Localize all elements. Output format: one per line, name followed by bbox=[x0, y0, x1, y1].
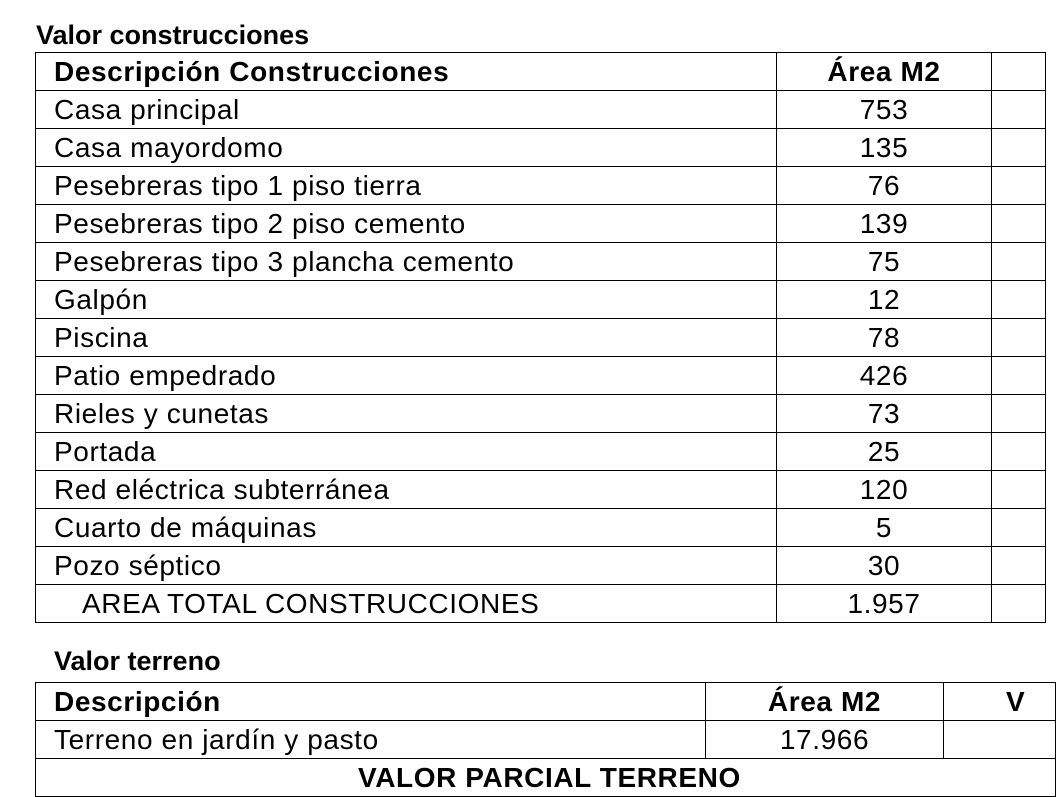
row-value-cell bbox=[992, 471, 1046, 509]
table-row bbox=[36, 129, 1046, 167]
row-area: 73 bbox=[777, 395, 992, 433]
row-description: Cuarto de máquinas bbox=[36, 509, 777, 547]
table-row bbox=[36, 243, 1046, 281]
row-area: 135 bbox=[777, 129, 992, 167]
row-area: 30 bbox=[777, 547, 992, 585]
header-value: V bbox=[944, 683, 1056, 721]
header-description: Descripción Construcciones bbox=[36, 53, 777, 91]
table-row bbox=[36, 395, 1046, 433]
row-description: Casa principal bbox=[36, 91, 777, 129]
terreno-rows bbox=[36, 721, 1056, 759]
total-label: AREA TOTAL CONSTRUCCIONES bbox=[36, 585, 777, 623]
row-value-cell bbox=[992, 509, 1046, 547]
row-description: Portada bbox=[36, 433, 777, 471]
table-row bbox=[36, 319, 1046, 357]
row-value-cell bbox=[992, 205, 1046, 243]
section-title-terreno: Valor terreno bbox=[54, 646, 221, 676]
table-row bbox=[36, 471, 1046, 509]
header-area: Área M2 bbox=[777, 53, 992, 91]
row-area: 76 bbox=[777, 167, 992, 205]
row-description: Pesebreras tipo 3 plancha cemento bbox=[36, 243, 777, 281]
row-value-cell bbox=[992, 281, 1046, 319]
table-row bbox=[36, 547, 1046, 585]
row-description: Pesebreras tipo 1 piso tierra bbox=[36, 167, 777, 205]
header-description: Descripción bbox=[36, 683, 706, 721]
row-area: 753 bbox=[777, 91, 992, 129]
table-row bbox=[36, 281, 1046, 319]
construcciones-table bbox=[35, 52, 1046, 623]
row-description: Casa mayordomo bbox=[36, 129, 777, 167]
row-value-cell bbox=[992, 547, 1046, 585]
row-value-cell bbox=[992, 91, 1046, 129]
row-area: 25 bbox=[777, 433, 992, 471]
row-description: Terreno en jardín y pasto bbox=[36, 721, 706, 759]
terreno-table bbox=[35, 682, 1056, 797]
row-area: 78 bbox=[777, 319, 992, 357]
total-area: 1.957 bbox=[777, 585, 992, 623]
row-value-cell bbox=[992, 129, 1046, 167]
row-value-cell bbox=[944, 721, 1056, 759]
section-title-construcciones: Valor construcciones bbox=[36, 20, 310, 50]
table-header-row bbox=[36, 683, 1056, 721]
row-description: Galpón bbox=[36, 281, 777, 319]
row-area: 426 bbox=[777, 357, 992, 395]
row-description: Piscina bbox=[36, 319, 777, 357]
partial-total-text: VALOR PARCIAL TERRENO bbox=[358, 762, 741, 793]
row-description: Rieles y cunetas bbox=[36, 395, 777, 433]
row-area: 139 bbox=[777, 205, 992, 243]
row-area: 12 bbox=[777, 281, 992, 319]
row-area: 17.966 bbox=[706, 721, 944, 759]
table-row bbox=[36, 509, 1046, 547]
row-value-cell bbox=[992, 243, 1046, 281]
row-description: Red eléctrica subterránea bbox=[36, 471, 777, 509]
table-row bbox=[36, 721, 1056, 759]
row-description: Patio empedrado bbox=[36, 357, 777, 395]
row-area: 5 bbox=[777, 509, 992, 547]
table-row bbox=[36, 205, 1046, 243]
table-header-row bbox=[36, 53, 1046, 91]
row-value-cell bbox=[992, 433, 1046, 471]
row-description: Pesebreras tipo 2 piso cemento bbox=[36, 205, 777, 243]
row-description: Pozo séptico bbox=[36, 547, 777, 585]
row-value-cell bbox=[992, 395, 1046, 433]
header-area: Área M2 bbox=[706, 683, 944, 721]
table-row bbox=[36, 357, 1046, 395]
construcciones-rows bbox=[36, 91, 1046, 585]
row-value-cell bbox=[992, 357, 1046, 395]
row-area: 75 bbox=[777, 243, 992, 281]
header-value bbox=[992, 53, 1046, 91]
row-area: 120 bbox=[777, 471, 992, 509]
row-value-cell bbox=[992, 167, 1046, 205]
table-row bbox=[36, 167, 1046, 205]
table-partial-row bbox=[36, 759, 1056, 797]
table-row bbox=[36, 91, 1046, 129]
table-row bbox=[36, 433, 1046, 471]
row-value-cell bbox=[992, 319, 1046, 357]
partial-total-label bbox=[36, 759, 1056, 797]
total-value-cell bbox=[992, 585, 1046, 623]
table-total-row bbox=[36, 585, 1046, 623]
